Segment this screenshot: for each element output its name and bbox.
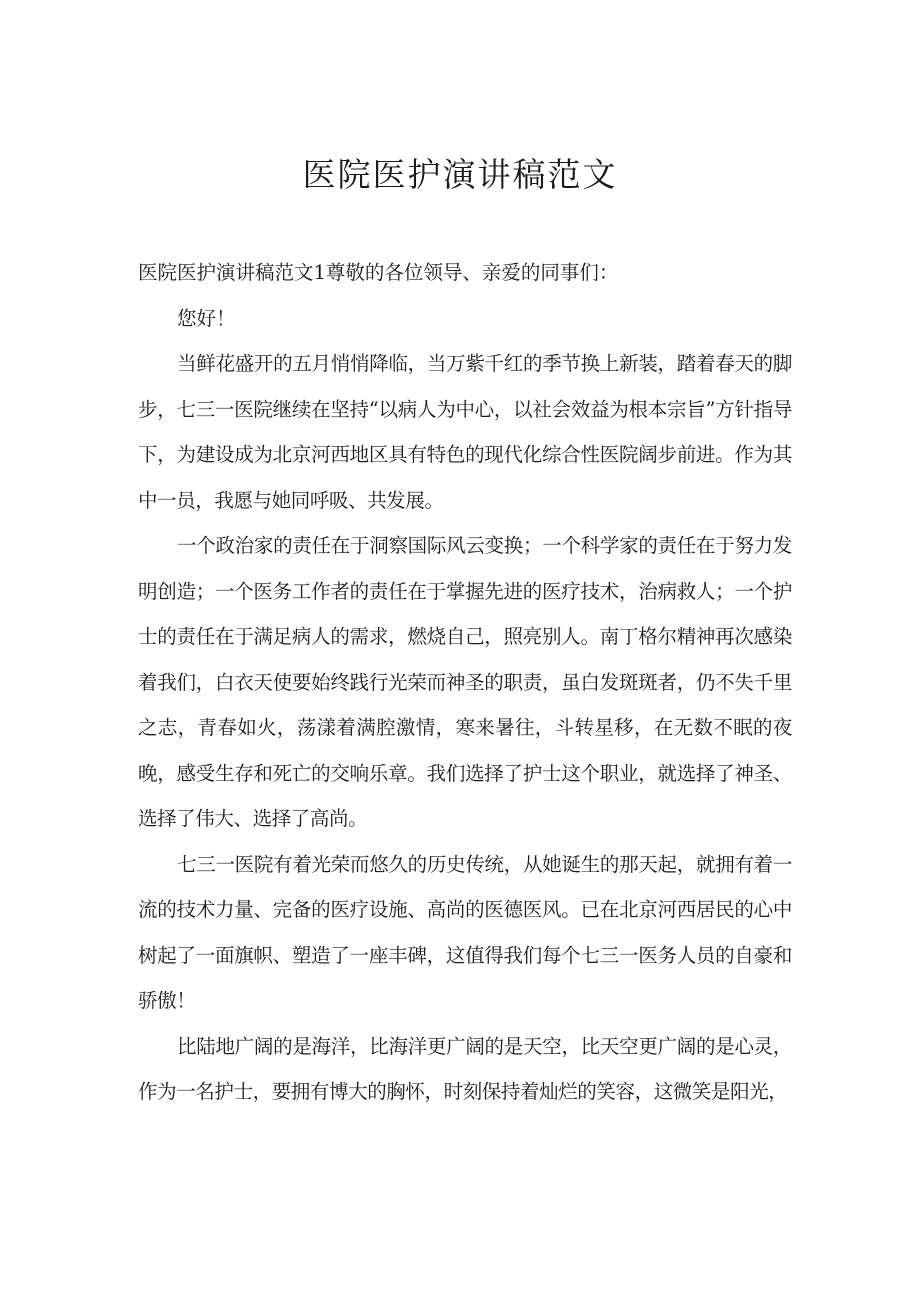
paragraph-may: 当鲜花盛开的五月悄悄降临，当万紫千红的季节换上新装，踏着春天的脚步，七三一医院继续在坚持“以病人为中心，以社会效益为根本宗旨”方针指导下，为建设成为北京河西地区具有特色的现代化综合性医院阔步前进。作为其中一员，我愿与她同呼吸、共发展。 [138,352,792,512]
paragraph-hospital-history: 七三一医院有着光荣而悠久的历史传统，从她诞生的那天起，就拥有着一流的技术力量、完备的医疗设施、高尚的医德医风。已在北京河西居民的心中树起了一面旗帜、塑造了一座丰碑，这值得我们每个七三一医务人员的自豪和骄傲！ [138,852,792,1012]
document-title: 医院医护演讲稿范文 [302,155,618,194]
paragraph-greeting: 您好！ [177,306,236,330]
paragraph-opening: 医院医护演讲稿范文1尊敬的各位领导、亲爱的同事们： [138,261,619,284]
paragraph-heart: 比陆地广阔的是海洋，比海洋更广阔的是天空，比天空更广阔的是心灵，作为一名护士，要拥有博大的胸怀，时刻保持着灿烂的笑容，这微笑是阳光， [138,1034,792,1103]
document-body [138,250,792,1115]
paragraph-responsibility: 一个政治家的责任在于洞察国际风云变换；一个科学家的责任在于努力发明创造；一个医务工作者的责任在于掌握先进的医疗技术，治病救人；一个护士的责任在于满足病人的需求，燃烧自己，照亮别人。南丁格尔精神再次感染着我们，白衣天使要始终践行光荣而神圣的职责，虽白发斑斑者，仍不失千里之志，青春如火，荡漾着满腔激情，寒来暑往，斗转星移，在无数不眠的夜晚，感受生存和死亡的交响乐章。我们选择了护士这个职业，就选择了神圣、选择了伟大、选择了高尚。 [138,534,792,830]
